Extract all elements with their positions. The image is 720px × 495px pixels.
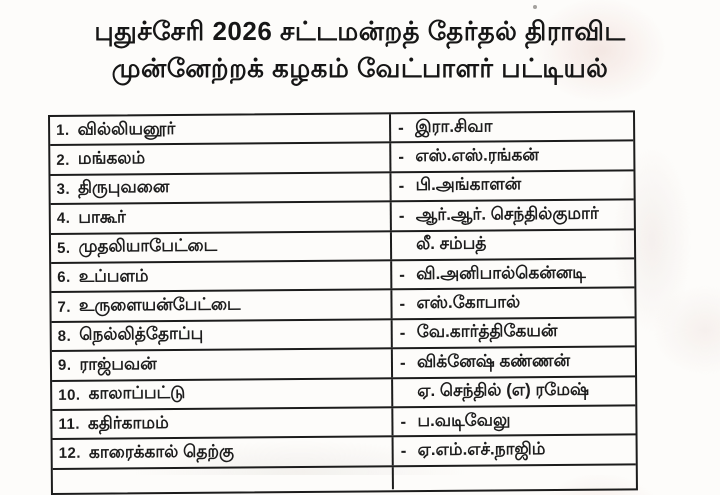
row-number: 1. — [56, 122, 70, 139]
candidate-name: லீ. சம்பத் — [416, 234, 487, 257]
candidate-cell — [391, 112, 633, 141]
constituency-cell — [52, 379, 393, 409]
row-number: 5. — [57, 240, 71, 257]
constituency-cell — [52, 320, 393, 350]
row-number: 9. — [58, 357, 72, 374]
constituency-name: மங்கலம் — [78, 148, 145, 171]
constituency-name: உருளையன்பேட்டை — [79, 295, 241, 318]
dash-mark: - — [398, 147, 406, 167]
row-number: 3. — [57, 181, 71, 198]
candidate-name: ஏ. செந்தில் (எ) ரமேஷ் — [417, 380, 589, 403]
candidate-cell — [394, 465, 636, 489]
constituency-cell — [50, 114, 391, 144]
candidate-cell — [393, 406, 635, 435]
candidate-name: எஸ்.கோபால் — [416, 292, 520, 315]
candidate-name: எஸ்.எஸ்.ரங்கன் — [415, 145, 539, 168]
candidate-name: ஏ.எம்.எச்.நாஜிம் — [418, 439, 546, 462]
constituency-name: பாகூர் — [78, 207, 126, 229]
candidate-name: வே.கார்த்திகேயன் — [417, 321, 558, 344]
constituency-name: காரைக்கால் தெற்கு — [89, 442, 234, 465]
candidate-cell — [393, 377, 635, 406]
constituency-name: காலாப்பட்டு — [88, 383, 185, 406]
dash-mark: - — [398, 177, 406, 197]
dash-mark: - — [400, 412, 408, 432]
constituency-name: வில்லியனூர் — [78, 119, 176, 142]
constituency-name: ராஜ்பவன் — [79, 354, 156, 377]
candidate-name: இரா.சிவா — [415, 116, 493, 139]
row-number: 12. — [59, 445, 81, 462]
constituency-cell — [50, 144, 391, 174]
candidate-name: ஆர்.ஆர். செந்தில்குமார் — [416, 204, 599, 227]
row-number: 8. — [58, 328, 72, 345]
table-row — [50, 142, 633, 176]
candidate-name: விக்னேஷ் கண்ணன் — [417, 351, 570, 374]
table-row — [51, 201, 634, 235]
table-row — [52, 348, 635, 382]
table-row — [52, 406, 635, 440]
candidate-cell — [392, 289, 634, 318]
table-row — [53, 436, 636, 470]
dash-mark: - — [399, 294, 407, 314]
candidate-cell — [393, 318, 635, 347]
table-row-partial — [53, 465, 636, 492]
table-row — [50, 171, 633, 205]
candidate-table — [48, 110, 638, 495]
candidate-cell — [392, 259, 634, 288]
page-title-line1: புதுச்சேரி 2026 சட்டமன்றத் தேர்தல் திராவிட — [0, 13, 720, 50]
table-row — [52, 377, 635, 411]
dash-mark: - — [400, 353, 408, 373]
constituency-cell — [50, 173, 391, 203]
page-title — [0, 13, 720, 87]
candidate-cell — [392, 201, 634, 230]
constituency-cell — [51, 232, 392, 262]
row-number: 6. — [57, 269, 71, 286]
dash-mark: - — [399, 265, 407, 285]
page-title-line2: முன்னேற்றக் கழகம் வேட்பாளர் பட்டியல் — [0, 50, 720, 87]
table-row — [51, 289, 634, 323]
candidate-cell — [391, 142, 633, 171]
constituency-name: நெல்லித்தோப்பு — [79, 324, 203, 347]
scan-speck — [533, 5, 537, 9]
constituency-cell — [53, 467, 394, 492]
row-number: 2. — [56, 151, 70, 168]
dash-mark: - — [400, 324, 408, 344]
row-number: 7. — [57, 298, 71, 315]
table-row — [51, 230, 634, 264]
constituency-cell — [52, 408, 393, 438]
constituency-name: உப்பளம் — [79, 266, 149, 289]
constituency-cell — [53, 438, 394, 468]
candidate-cell — [394, 436, 636, 465]
constituency-cell — [51, 202, 392, 232]
dash-mark: - — [398, 118, 406, 138]
constituency-name: திருபுவனை — [78, 178, 169, 201]
dash-mark: - — [399, 206, 407, 226]
dash-mark: - — [401, 441, 409, 461]
row-number: 11. — [58, 416, 80, 433]
constituency-cell — [51, 291, 392, 321]
table-row — [51, 259, 634, 293]
candidate-cell — [392, 230, 634, 259]
candidate-name: பி.அங்காளன் — [415, 175, 521, 198]
table-row — [50, 112, 633, 146]
row-number: 4. — [57, 210, 71, 227]
constituency-cell — [51, 261, 392, 291]
row-number: 10. — [58, 386, 80, 403]
constituency-name: கதிர்காமம் — [88, 413, 169, 436]
table-row — [52, 318, 635, 352]
candidate-name: ப.வடிவேலு — [417, 410, 510, 433]
constituency-name: முதலியாபேட்டை — [78, 236, 217, 259]
constituency-cell — [52, 349, 393, 379]
candidate-cell — [393, 348, 635, 377]
candidate-name: வி.அனிபால்கென்னடி — [416, 262, 586, 285]
candidate-cell — [391, 171, 633, 200]
